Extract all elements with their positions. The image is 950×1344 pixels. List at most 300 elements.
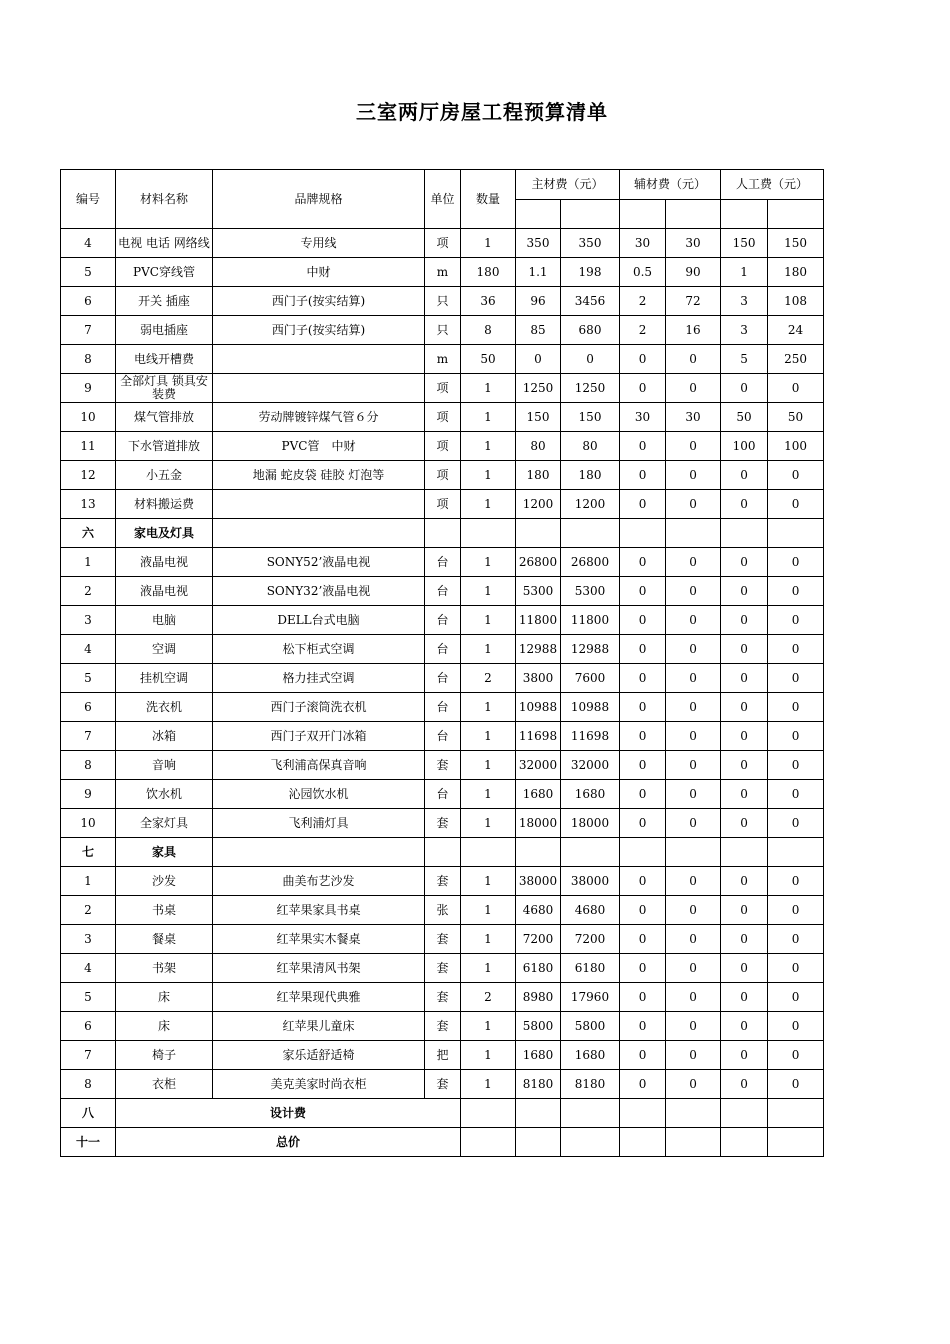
cell-unit: 套: [425, 867, 461, 896]
cell-labor-total: 108: [768, 287, 824, 316]
cell-no: 1: [61, 548, 116, 577]
cell-no: 11: [61, 432, 116, 461]
cell-brand: 美克美家时尚衣柜: [213, 1070, 425, 1099]
cell-unit: 套: [425, 954, 461, 983]
cell-aux-total: 0: [666, 606, 721, 635]
cell-main-price: 1680: [516, 780, 561, 809]
table-row: [61, 954, 824, 983]
cell-name: 餐桌: [116, 925, 213, 954]
section-label: 家电及灯具: [116, 519, 213, 548]
cell-no: 4: [61, 954, 116, 983]
cell-aux-total: 0: [666, 954, 721, 983]
cell-labor-total: 50: [768, 403, 824, 432]
cell-name: 煤气管排放: [116, 403, 213, 432]
cell-labor-price: 0: [721, 867, 768, 896]
cell-brand: SONY52’液晶电视: [213, 548, 425, 577]
cell-aux-price: 0: [620, 1070, 666, 1099]
cell-name: 材料搬运费: [116, 490, 213, 519]
cell-unit: 把: [425, 1041, 461, 1070]
header-qty: 数量: [461, 170, 516, 229]
table-row: [61, 925, 824, 954]
table-row: [61, 896, 824, 925]
table-row: [61, 403, 824, 432]
cell-labor-price: 0: [721, 490, 768, 519]
cell-aux-total: 0: [666, 983, 721, 1012]
cell-labor-price: 1: [721, 258, 768, 287]
cell-aux-price: 30: [620, 403, 666, 432]
empty-cell: [425, 838, 461, 867]
empty-cell: [516, 519, 561, 548]
cell-main-total: 1200: [561, 490, 620, 519]
cell-unit: 只: [425, 316, 461, 345]
cell-aux-price: 0: [620, 432, 666, 461]
cell-aux-price: 0: [620, 751, 666, 780]
cell-name: 电视 电话 网络线: [116, 229, 213, 258]
cell-main-price: 8180: [516, 1070, 561, 1099]
header-sub-cell: [516, 200, 561, 229]
cell-labor-price: 100: [721, 432, 768, 461]
cell-qty: 180: [461, 258, 516, 287]
section-row: [61, 519, 824, 548]
cell-labor-price: 3: [721, 316, 768, 345]
cell-main-price: 5800: [516, 1012, 561, 1041]
cell-no: 3: [61, 606, 116, 635]
cell-qty: 1: [461, 722, 516, 751]
cell-qty: 50: [461, 345, 516, 374]
cell-unit: 项: [425, 490, 461, 519]
cell-qty: 1: [461, 606, 516, 635]
cell-aux-price: 0: [620, 780, 666, 809]
cell-aux-total: 0: [666, 1070, 721, 1099]
cell-no: 6: [61, 1012, 116, 1041]
cell-no: 5: [61, 664, 116, 693]
cell-unit: 项: [425, 403, 461, 432]
cell-brand: 曲美布艺沙发: [213, 867, 425, 896]
header-sub-cell: [768, 200, 824, 229]
cell-no: 5: [61, 983, 116, 1012]
summary-label: 设计费: [116, 1099, 461, 1128]
empty-cell: [721, 838, 768, 867]
header-main-cost: 主材费（元）: [516, 170, 620, 200]
cell-aux-price: 0: [620, 1012, 666, 1041]
cell-aux-total: 0: [666, 577, 721, 606]
cell-name: PVC穿线管: [116, 258, 213, 287]
cell-aux-total: 0: [666, 635, 721, 664]
empty-cell: [620, 1128, 666, 1157]
cell-main-price: 1680: [516, 1041, 561, 1070]
cell-no: 5: [61, 258, 116, 287]
cell-labor-total: 0: [768, 722, 824, 751]
cell-main-total: 38000: [561, 867, 620, 896]
empty-cell: [561, 838, 620, 867]
cell-aux-price: 0: [620, 490, 666, 519]
cell-aux-price: 0: [620, 925, 666, 954]
cell-name: 挂机空调: [116, 664, 213, 693]
cell-main-total: 680: [561, 316, 620, 345]
cell-main-price: 0: [516, 345, 561, 374]
cell-unit: 套: [425, 809, 461, 838]
header-sub-cell: [721, 200, 768, 229]
cell-aux-price: 0: [620, 867, 666, 896]
table-row: [61, 780, 824, 809]
cell-no: 12: [61, 461, 116, 490]
empty-cell: [666, 838, 721, 867]
cell-aux-price: 0: [620, 664, 666, 693]
cell-name: 下水管道排放: [116, 432, 213, 461]
table-row: [61, 577, 824, 606]
cell-labor-total: 0: [768, 693, 824, 722]
cell-no: 8: [61, 751, 116, 780]
empty-cell: [666, 1128, 721, 1157]
cell-main-price: 1250: [516, 374, 561, 403]
cell-aux-total: 0: [666, 548, 721, 577]
cell-name: 液晶电视: [116, 577, 213, 606]
cell-aux-price: 0: [620, 954, 666, 983]
cell-brand: 松下柜式空调: [213, 635, 425, 664]
summary-number: 十一: [61, 1128, 116, 1157]
cell-no: 13: [61, 490, 116, 519]
cell-unit: 台: [425, 780, 461, 809]
cell-main-total: 12988: [561, 635, 620, 664]
table-row: [61, 490, 824, 519]
cell-labor-price: 0: [721, 1041, 768, 1070]
cell-labor-price: 3: [721, 287, 768, 316]
cell-name: 全家灯具: [116, 809, 213, 838]
cell-name: 电脑: [116, 606, 213, 635]
cell-qty: 2: [461, 664, 516, 693]
cell-name: 床: [116, 983, 213, 1012]
cell-qty: 2: [461, 983, 516, 1012]
cell-brand: 西门子滚筒洗衣机: [213, 693, 425, 722]
cell-main-price: 12988: [516, 635, 561, 664]
cell-labor-price: 0: [721, 635, 768, 664]
cell-aux-total: 72: [666, 287, 721, 316]
cell-aux-total: 30: [666, 229, 721, 258]
cell-name: 弱电插座: [116, 316, 213, 345]
cell-labor-total: 0: [768, 374, 824, 403]
cell-aux-price: 0: [620, 606, 666, 635]
cell-labor-price: 0: [721, 1070, 768, 1099]
empty-cell: [721, 1128, 768, 1157]
cell-labor-price: 0: [721, 374, 768, 403]
cell-main-price: 350: [516, 229, 561, 258]
cell-qty: 1: [461, 461, 516, 490]
cell-brand: [213, 490, 425, 519]
empty-cell: [561, 1099, 620, 1128]
cell-name: 小五金: [116, 461, 213, 490]
table-row: [61, 1041, 824, 1070]
cell-name: 洗衣机: [116, 693, 213, 722]
cell-main-price: 11698: [516, 722, 561, 751]
cell-labor-total: 0: [768, 1012, 824, 1041]
cell-aux-price: 0: [620, 983, 666, 1012]
cell-labor-total: 0: [768, 867, 824, 896]
cell-labor-price: 0: [721, 577, 768, 606]
cell-qty: 1: [461, 693, 516, 722]
cell-labor-price: 0: [721, 983, 768, 1012]
cell-main-total: 1680: [561, 1041, 620, 1070]
summary-row: [61, 1128, 824, 1157]
cell-name: 开关 插座: [116, 287, 213, 316]
table-row: [61, 345, 824, 374]
cell-aux-total: 0: [666, 432, 721, 461]
cell-unit: 台: [425, 722, 461, 751]
table-row: [61, 548, 824, 577]
cell-labor-total: 0: [768, 925, 824, 954]
cell-labor-total: 0: [768, 490, 824, 519]
cell-name: 音响: [116, 751, 213, 780]
empty-cell: [461, 1099, 516, 1128]
cell-main-total: 18000: [561, 809, 620, 838]
cell-labor-total: 0: [768, 606, 824, 635]
empty-cell: [425, 519, 461, 548]
cell-name: 书架: [116, 954, 213, 983]
cell-unit: 只: [425, 287, 461, 316]
cell-unit: 套: [425, 1070, 461, 1099]
table-row: [61, 693, 824, 722]
cell-labor-price: 0: [721, 722, 768, 751]
cell-aux-price: 2: [620, 287, 666, 316]
cell-labor-total: 0: [768, 896, 824, 925]
header-unit: 单位: [425, 170, 461, 229]
cell-aux-total: 30: [666, 403, 721, 432]
cell-labor-total: 0: [768, 1041, 824, 1070]
cell-unit: 台: [425, 606, 461, 635]
cell-brand: SONY32’液晶电视: [213, 577, 425, 606]
table-row: [61, 287, 824, 316]
cell-main-total: 6180: [561, 954, 620, 983]
cell-brand: [213, 345, 425, 374]
header-row: [61, 170, 824, 200]
empty-cell: [768, 1099, 824, 1128]
cell-aux-price: 0: [620, 374, 666, 403]
cell-name: 全部灯具 锁具安装费: [116, 374, 213, 403]
cell-qty: 36: [461, 287, 516, 316]
cell-brand: 飞利浦灯具: [213, 809, 425, 838]
cell-no: 6: [61, 693, 116, 722]
table-row: [61, 983, 824, 1012]
cell-brand: 沁园饮水机: [213, 780, 425, 809]
cell-labor-price: 0: [721, 1012, 768, 1041]
cell-name: 书桌: [116, 896, 213, 925]
cell-no: 10: [61, 809, 116, 838]
cell-main-total: 7600: [561, 664, 620, 693]
header-sub-cell: [666, 200, 721, 229]
table-row: [61, 461, 824, 490]
table-row: [61, 867, 824, 896]
cell-aux-price: 0.5: [620, 258, 666, 287]
cell-labor-price: 150: [721, 229, 768, 258]
cell-main-price: 26800: [516, 548, 561, 577]
empty-cell: [768, 838, 824, 867]
cell-main-total: 350: [561, 229, 620, 258]
cell-no: 8: [61, 1070, 116, 1099]
cell-qty: 8: [461, 316, 516, 345]
cell-aux-total: 0: [666, 345, 721, 374]
cell-labor-total: 0: [768, 1070, 824, 1099]
cell-main-price: 1.1: [516, 258, 561, 287]
cell-main-price: 96: [516, 287, 561, 316]
cell-name: 空调: [116, 635, 213, 664]
cell-name: 椅子: [116, 1041, 213, 1070]
cell-main-total: 180: [561, 461, 620, 490]
cell-labor-price: 0: [721, 664, 768, 693]
cell-brand: 中财: [213, 258, 425, 287]
cell-aux-total: 0: [666, 896, 721, 925]
cell-aux-price: 0: [620, 896, 666, 925]
cell-main-price: 6180: [516, 954, 561, 983]
cell-unit: m: [425, 258, 461, 287]
table-row: [61, 374, 824, 403]
table-row: [61, 1012, 824, 1041]
cell-qty: 1: [461, 867, 516, 896]
empty-cell: [213, 838, 425, 867]
cell-brand: 西门子(按实结算): [213, 316, 425, 345]
cell-main-price: 1200: [516, 490, 561, 519]
cell-aux-total: 90: [666, 258, 721, 287]
cell-unit: 套: [425, 751, 461, 780]
cell-qty: 1: [461, 1012, 516, 1041]
cell-labor-price: 0: [721, 780, 768, 809]
empty-cell: [461, 838, 516, 867]
cell-name: 液晶电视: [116, 548, 213, 577]
cell-labor-total: 250: [768, 345, 824, 374]
cell-name: 冰箱: [116, 722, 213, 751]
empty-cell: [721, 1099, 768, 1128]
cell-no: 1: [61, 867, 116, 896]
cell-main-price: 3800: [516, 664, 561, 693]
empty-cell: [561, 519, 620, 548]
cell-main-total: 11698: [561, 722, 620, 751]
empty-cell: [461, 519, 516, 548]
cell-name: 沙发: [116, 867, 213, 896]
cell-qty: 1: [461, 954, 516, 983]
cell-unit: 台: [425, 664, 461, 693]
cell-main-price: 7200: [516, 925, 561, 954]
cell-aux-price: 30: [620, 229, 666, 258]
cell-labor-total: 0: [768, 809, 824, 838]
cell-qty: 1: [461, 896, 516, 925]
table-row: [61, 1070, 824, 1099]
cell-qty: 1: [461, 374, 516, 403]
cell-aux-price: 2: [620, 316, 666, 345]
cell-labor-price: 0: [721, 693, 768, 722]
cell-aux-total: 0: [666, 664, 721, 693]
table-body: [61, 229, 824, 1157]
header-sub-cell: [561, 200, 620, 229]
cell-labor-total: 0: [768, 635, 824, 664]
cell-brand: 家乐适舒适椅: [213, 1041, 425, 1070]
cell-main-price: 85: [516, 316, 561, 345]
cell-no: 3: [61, 925, 116, 954]
cell-no: 9: [61, 780, 116, 809]
cell-labor-total: 0: [768, 577, 824, 606]
cell-qty: 1: [461, 925, 516, 954]
cell-unit: 套: [425, 925, 461, 954]
cell-qty: 1: [461, 809, 516, 838]
cell-unit: 套: [425, 1012, 461, 1041]
cell-aux-total: 0: [666, 461, 721, 490]
cell-labor-price: 0: [721, 925, 768, 954]
cell-labor-total: 0: [768, 983, 824, 1012]
cell-qty: 1: [461, 1041, 516, 1070]
empty-cell: [213, 519, 425, 548]
cell-unit: 项: [425, 432, 461, 461]
cell-labor-total: 0: [768, 548, 824, 577]
cell-aux-total: 0: [666, 867, 721, 896]
budget-table: [60, 169, 824, 1157]
cell-unit: 台: [425, 577, 461, 606]
cell-brand: 劳动牌镀锌煤气管６分: [213, 403, 425, 432]
cell-unit: 套: [425, 983, 461, 1012]
cell-no: 6: [61, 287, 116, 316]
cell-unit: 项: [425, 229, 461, 258]
section-row: [61, 838, 824, 867]
cell-aux-total: 0: [666, 780, 721, 809]
cell-labor-total: 0: [768, 751, 824, 780]
cell-main-total: 10988: [561, 693, 620, 722]
cell-main-total: 0: [561, 345, 620, 374]
cell-main-total: 7200: [561, 925, 620, 954]
cell-aux-price: 0: [620, 1041, 666, 1070]
empty-cell: [768, 1128, 824, 1157]
cell-qty: 1: [461, 751, 516, 780]
cell-unit: m: [425, 345, 461, 374]
cell-labor-total: 0: [768, 954, 824, 983]
cell-main-price: 80: [516, 432, 561, 461]
cell-brand: [213, 374, 425, 403]
cell-main-total: 26800: [561, 548, 620, 577]
header-sub-cell: [620, 200, 666, 229]
cell-aux-price: 0: [620, 809, 666, 838]
table-row: [61, 229, 824, 258]
table-row: [61, 432, 824, 461]
header-no: 编号: [61, 170, 116, 229]
page-title: 三室两厅房屋工程预算清单: [356, 100, 608, 124]
cell-aux-price: 0: [620, 635, 666, 664]
cell-labor-price: 0: [721, 896, 768, 925]
cell-aux-total: 0: [666, 751, 721, 780]
empty-cell: [516, 1128, 561, 1157]
cell-labor-total: 0: [768, 664, 824, 693]
cell-main-price: 4680: [516, 896, 561, 925]
header-brand: 品牌规格: [213, 170, 425, 229]
cell-brand: PVC管 中财: [213, 432, 425, 461]
cell-aux-price: 0: [620, 722, 666, 751]
cell-no: 2: [61, 577, 116, 606]
cell-main-price: 8980: [516, 983, 561, 1012]
cell-main-price: 32000: [516, 751, 561, 780]
cell-no: 8: [61, 345, 116, 374]
section-label: 家具: [116, 838, 213, 867]
table-row: [61, 258, 824, 287]
cell-no: 2: [61, 896, 116, 925]
cell-qty: 1: [461, 548, 516, 577]
cell-brand: DELL台式电脑: [213, 606, 425, 635]
cell-aux-total: 0: [666, 490, 721, 519]
cell-main-price: 18000: [516, 809, 561, 838]
cell-labor-price: 0: [721, 809, 768, 838]
cell-labor-total: 100: [768, 432, 824, 461]
cell-main-total: 8180: [561, 1070, 620, 1099]
cell-no: 7: [61, 722, 116, 751]
cell-main-total: 80: [561, 432, 620, 461]
cell-no: 9: [61, 374, 116, 403]
cell-qty: 1: [461, 490, 516, 519]
header-labor-cost: 人工费（元）: [721, 170, 824, 200]
cell-main-total: 11800: [561, 606, 620, 635]
table-row: [61, 606, 824, 635]
